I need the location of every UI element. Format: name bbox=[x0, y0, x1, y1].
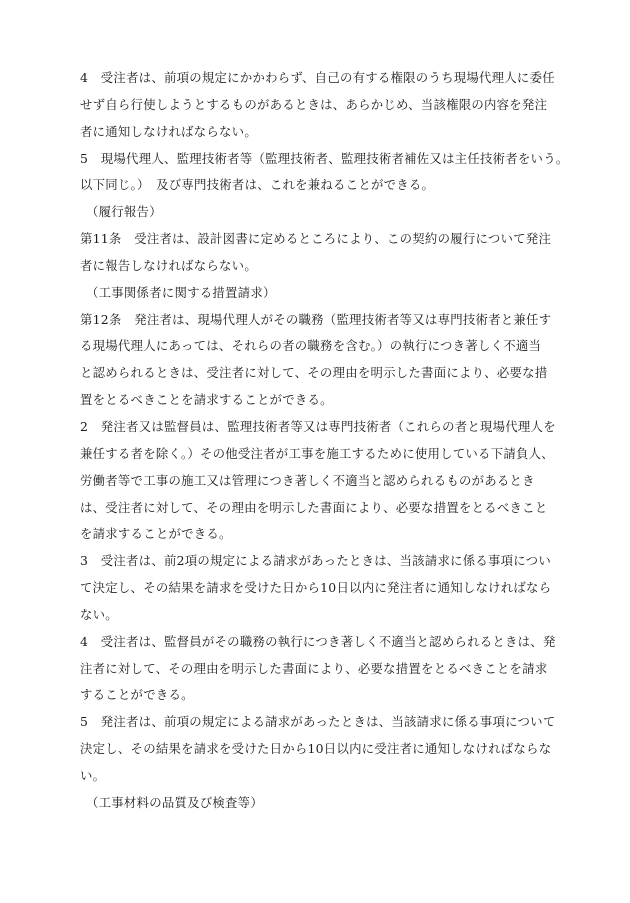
text-line: る現場代理人にあっては、それらの者の職務を含む。）の執行につき著しく不適当 bbox=[80, 338, 542, 354]
text-line: 5 現場代理人、監理技術者等（監理技術者、監理技術者補佐又は主任技術者をいう。 bbox=[80, 150, 569, 166]
text-line: 置をとるべきことを請求することができる。 bbox=[80, 392, 333, 408]
text-line: することができる。 bbox=[80, 687, 194, 703]
text-line: 労働者等で工事の施工又は管理につき著しく不適当と認められるものがあるとき bbox=[80, 472, 535, 488]
section-heading: （工事関係者に関する措置請求） bbox=[86, 284, 276, 300]
text-line: 決定し、その結果を請求を受けた日から10日以内に受注者に通知しなければならな bbox=[80, 741, 552, 757]
section-heading: （履行報告） bbox=[86, 204, 162, 220]
text-line: は、受注者に対して、その理由を明示した書面により、必要な措置をとるべきこと bbox=[80, 499, 548, 515]
text-line: 4 受注者は、前項の規定にかかわらず、自己の有する権限のうち現場代理人に委任 bbox=[80, 70, 555, 85]
text-line: と認められるときは、受注者に対して、その理由を明示した書面により、必要な措 bbox=[80, 365, 548, 381]
text-line: 兼任する者を除く。）その他受注者が工事を施工するために使用している下請負人、 bbox=[80, 445, 554, 461]
text-line: 3 受注者は、前2項の規定による請求があったときは、当該請求に係る事項につい bbox=[80, 553, 551, 569]
text-line: せず自ら行使しようとするものがあるときは、あらかじめ、当該権限の内容を発注 bbox=[80, 96, 548, 112]
text-line: て決定し、その結果を請求を受けた日から10日以内に発注者に通知しなければなら bbox=[80, 580, 552, 596]
text-line: 者に通知しなければならない。 bbox=[80, 123, 257, 139]
text-line: 者に報告しなければならない。 bbox=[80, 257, 257, 273]
text-line: 2 発注者又は監督員は、監理技術者等又は専門技術者（これらの者と現場代理人を bbox=[80, 418, 556, 434]
text-line: ない。 bbox=[80, 606, 118, 622]
document-body bbox=[80, 65, 569, 817]
text-line: 第12条 発注者は、現場代理人がその職務（監理技術者等又は専門技術者と兼任す bbox=[80, 311, 552, 327]
text-line: を請求することができる。 bbox=[80, 526, 232, 542]
text-line: い。 bbox=[80, 767, 106, 783]
text-line: 5 発注者は、前項の規定による請求があったときは、当該請求に係る事項について bbox=[80, 714, 556, 730]
text-line: 以下同じ。） 及び専門技術者は、これを兼ねることができる。 bbox=[80, 177, 435, 193]
section-heading: （工事材料の品質及び検査等） bbox=[86, 794, 263, 810]
text-line: 注者に対して、その理由を明示した書面により、必要な措置をとるべきことを請求 bbox=[80, 660, 548, 676]
text-line: 4 受注者は、監督員がその職務の執行につき著しく不適当と認められるときは、発 bbox=[80, 633, 556, 649]
text-line: 第11条 受注者は、設計図書に定めるところにより、この契約の履行について発注 bbox=[80, 231, 552, 247]
